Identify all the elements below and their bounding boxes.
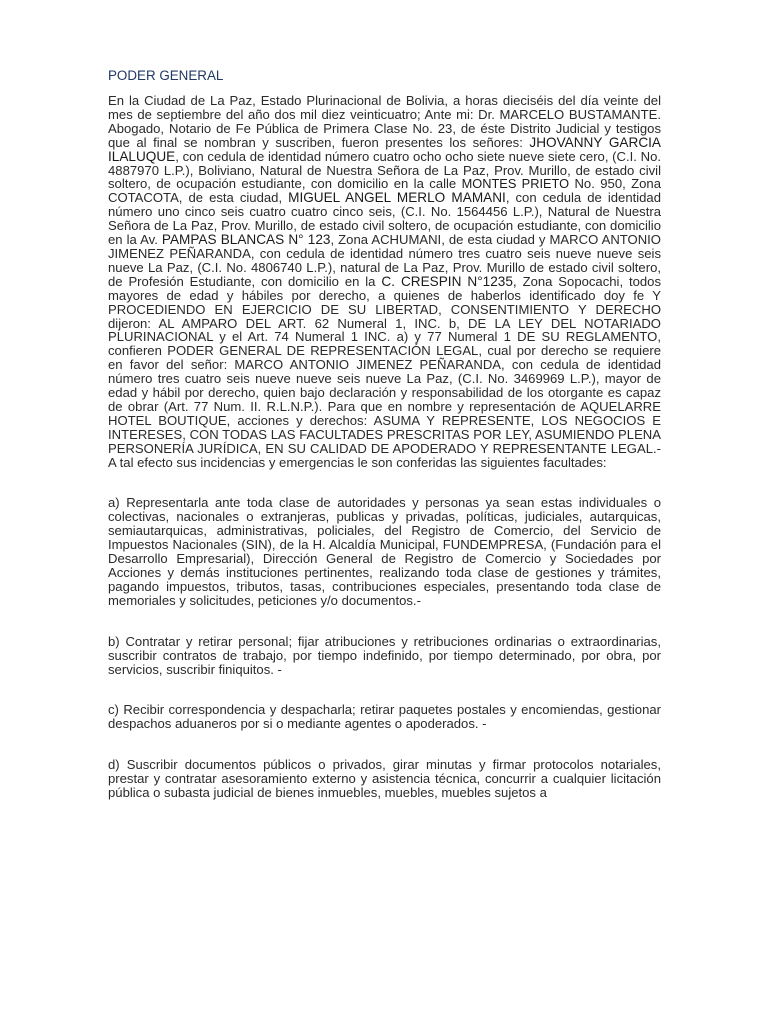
intro-text-2: , con cedula de identidad número cuatro ocho ocho siete nueve siete cero, (C.I. No. 4887970 L.P.), Boliviano, Natural de Nuestra Señora de La Paz, Prov. Murillo, de estado civil soltero, de ocupación estudiante, con domicilio en la calle: [108, 148, 661, 192]
intro-text-4: , con cedula de identidad número uno cinco seis cuatro cuatro cinco seis, (C.I. No. 1564456 L.P.), Natural de Nuestra Señora de La Paz, Prov. Murillo, de estado civil soltero, de ocupación estudiante, con domicilio en la Av.: [108, 190, 661, 248]
document-title: PODER GENERAL: [108, 68, 224, 83]
list-item: [108, 635, 661, 677]
address-2: PAMPAS BLANCAS N° 123: [161, 232, 331, 248]
item-marker: d): [108, 757, 120, 773]
spacer: [108, 676, 661, 703]
grantor-name-2: MIGUEL ANGEL MERLO MAMANI: [288, 190, 506, 206]
item-marker: c): [108, 702, 119, 718]
list-item: [108, 703, 661, 731]
intro-text-5: , Zona ACHUMANI, de esta ciudad y MARCO ANTONIO JIMENEZ PEÑARANDA, con cedula de identidad número tres cuatro seis nueve nueve seis nueve La Paz, (C.I. No. 4806740 L.P.), natural de La Paz, Prov. Murillo de estado civil soltero, de Profesión Estudiante, con domicilio en la: [108, 232, 661, 289]
spacer: [108, 469, 661, 496]
item-text: Suscribir documentos públicos o privados, girar minutas y firmar protocolos notariales, prestar y contratar asesoramiento externo y asistencia técnica, concurrir a cualquier licitación pública o subasta judicial de bienes inmuebles, muebles, muebles sujetos a: [108, 757, 661, 801]
address-3: C. CRESPIN N°1235,: [381, 273, 517, 289]
document-page: [108, 68, 661, 800]
list-item: [108, 496, 661, 607]
intro-text-3: No. 950, Zona COTACOTA, de esta ciudad,: [108, 176, 661, 206]
item-text: Representarla ante toda clase de autoridades y personas ya sean estas individuales o colectivas, nacionales o extranjeras, publicas y privadas, políticas, judiciales, autarquicas, semiautarquicas, administrativas, policiales, del Registro de Comercio, del Servicio de Impuestos Nacionales (SIN), de la H. Alcaldía Municipal, FUNDEMPRESA, (Fundación para el Desarrollo Empresarial), Dirección General de Registro de Comercio y Sociedades por Acciones y demás instituciones pertinentes, realizando toda clase de gestiones y trámites, pagando impuestos, tributos, tasas, contribuciones especiales, presentando toda clase de memoriales y solicitudes, peticiones y/o documentos.-: [108, 495, 661, 608]
list-item: [108, 758, 661, 800]
spacer: [108, 608, 661, 635]
intro-text-6: Zona Sopocachi, todos mayores de edad y hábiles por derecho, a quienes de haberlos identificado doy fe Y PROCEDIENDO EN EJERCICIO DE SU LIBERTAD, CONSENTIMIENTO Y DERECHO dijeron: AL AMPARO DEL ART. 62 Numeral 1, INC. b, DE LA LEY DEL NOTARIADO PLURINACIONAL y el Art. 74 Numeral 1 INC. a) y 77 Numeral 1 DE SU REGLAMENTO, confieren PODER GENERAL DE REPRESENTACIÓN LEGAL, cual por derecho se requiere en favor del señor: MARCO ANTONIO JIMENEZ PEÑARANDA, con cedula de identidad número tres cuatro seis nueve nueve seis nueve La Paz, (C.I. No. 3469969 L.P.), mayor de edad y hábil por derecho, quien bajo declaración y responsabilidad de los otorgante es capaz de obrar (Art. 77 Num. II. R.L.N.P.). Para que en nombre y representación de AQUELARRE HOTEL BOUTIQUE, acciones y derechos: ASUMA Y REPRESENTE, LOS NEGOCIOS E INTERESES, CON TODAS LAS FACULTADES PRESCRITAS POR LEY, ASUMIENDO PLENA PERSONERÍA JURÍDICA, EN SU CALIDAD DE APODERADO Y REPRESENTANTE LEGAL.- A tal efecto sus incidencias y emergencias le son conferidas las siguientes facultades:: [108, 273, 661, 470]
item-marker: a): [108, 495, 120, 511]
item-text: Contratar y retirar personal; fijar atribuciones y retribuciones ordinarias o extraordinarias, suscribir contratos de trabajo, por tiempo indefinido, por tiempo determinado, por obra, por servicios, suscribir finiquitos. -: [108, 633, 661, 677]
intro-paragraph: [108, 94, 661, 469]
address-1: MONTES PRIETO: [461, 176, 570, 192]
grantor-name-1: JHOVANNY GARCIA ILALUQUE: [108, 134, 661, 164]
spacer: [108, 731, 661, 758]
item-marker: b): [108, 633, 120, 649]
item-text: Recibir correspondencia y despacharla; retirar paquetes postales y encomiendas, gestionar despachos aduaneros por si o mediante agentes o apoderados. -: [108, 702, 661, 732]
intro-text-1: En la Ciudad de La Paz, Estado Plurinacional de Bolivia, a horas dieciséis del día veinte del mes de septiembre del año dos mil diez veinticuatro; Ante mi: Dr. MARCELO BUSTAMANTE. Abogado, Notario de Fe Pública de Primera Clase No. 23, de éste Distrito Judicial y testigos que al final se nombran y suscriben, fueron presentes los señores:: [108, 93, 661, 150]
